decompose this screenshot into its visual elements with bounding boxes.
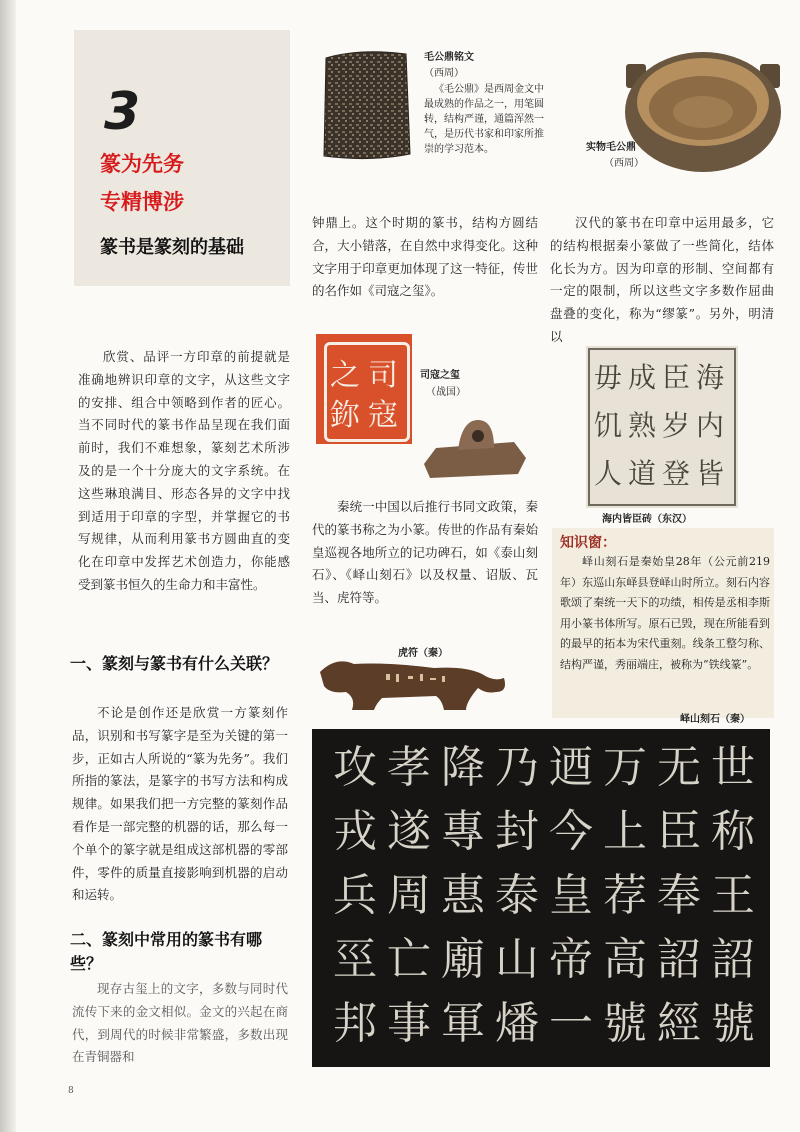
rubbing-char: 王 (711, 870, 755, 921)
rubbing-char: 世 (711, 742, 755, 793)
maogong-inscription-desc: 《毛公鼎》是西周金文中最成熟的作品之一，用笔圆转，结构严谨，通篇浑然一气，是历代书家和印家所推崇的学习范本。 (424, 84, 544, 155)
rubbing-char: 奉 (657, 870, 701, 921)
haineibrick-image (586, 346, 738, 508)
brick-char: 熟 (628, 409, 657, 442)
yishan-caption: 峄山刻石（秦） (680, 714, 750, 725)
rubbing-char: 軍 (441, 998, 485, 1049)
rubbing-char: 周 (387, 870, 431, 921)
rubbing-char: 詔 (657, 934, 701, 985)
rubbing-char: 降 (441, 742, 485, 793)
brick-char: 道 (628, 457, 657, 490)
rubbing-char: 荐 (603, 870, 647, 921)
sikou-period: （战国） (426, 387, 466, 398)
chapter-title-line1: 篆为先务 (100, 152, 184, 176)
sikou-seal-object-image (418, 408, 530, 482)
maogong-inscription-image (320, 46, 414, 164)
tiger-tally-image (316, 652, 510, 714)
maogong-inscription-title: 毛公鼎铭文 (424, 52, 474, 63)
brick-char: 海 (696, 361, 725, 394)
rubbing-char: 號 (603, 998, 647, 1049)
rubbing-char: 臣 (657, 806, 701, 857)
section1-body: 不论是创作还是欣赏一方篆刻作品，识别和书写篆字是至为关键的第一步，正如古人所说的“篆为先务”。我们所指的篆法，是篆字的书写方法和构成规律。如果我们把一方完整的篆刻作品看作是一部完整的机器的话，那么每一个单个的篆字就是组成这部机器的零部件，零件的质量直接影响到机器的启动和运转。 (72, 705, 288, 903)
section2-body: 现存古玺上的文字，多数与同时代流传下来的金文相似。金文的兴起在商代，到周代的时候非常繁盛，多数出现在青铜器和 (72, 981, 288, 1065)
rubbing-char: 戎 (333, 806, 377, 857)
section2-heading: 二、篆刻中常用的篆书有哪些？ (70, 930, 263, 973)
rubbing-char: 詔 (711, 934, 755, 985)
rubbing-char: 帝 (549, 934, 593, 985)
rubbing-char: 廟 (441, 934, 485, 985)
haineibrick-caption: 海内皆臣砖（东汉） (602, 514, 692, 525)
rubbing-char: 今 (549, 806, 593, 857)
rubbing-char: 孝 (387, 742, 431, 793)
rubbing-char: 號 (711, 998, 755, 1049)
mid-paragraph-1: 钟鼎上。这个时期的篆书，结构方圆结合，大小错落，在自然中求得变化。这种文字用于印章更加体现了这一特征，传世的名作如《司寇之玺》。 (312, 215, 538, 299)
rubbing-char: 燔 (495, 998, 539, 1049)
rubbing-char: 遂 (387, 806, 431, 857)
rubbing-char: 高 (603, 934, 647, 985)
mid-paragraph-2: 秦统一中国以后推行书同文政策，秦代的篆书称之为小篆。传世的作品有秦始皇巡视各地所立的记功碑石，如《泰山刻石》、《峄山刻石》以及权量、诏版、瓦当、虎符等。 (312, 499, 538, 606)
seal-char: 之 (330, 358, 360, 393)
brick-char: 内 (696, 409, 725, 442)
right-paragraph-1: 汉代的篆书在印章中运用最多，它的结构根据秦小篆做了一些简化，结体化长为方。因为印章的形制、空间都有一定的限制，所以这些文字多数作屈曲盘叠的变化，称为“缪篆”。另外，明清以 (550, 215, 774, 344)
rubbing-char: 泰 (495, 870, 539, 921)
rubbing-char: 无 (657, 742, 701, 793)
rubbing-char: 惠 (441, 870, 485, 921)
rubbing-char: 称 (711, 806, 755, 857)
maogong-vessel-title: 实物毛公鼎 (586, 142, 636, 153)
chapter-title-line2: 专精博涉 (100, 190, 184, 214)
rubbing-char: 兵 (333, 870, 377, 921)
brick-char: 人 (594, 457, 623, 490)
brick-char: 成 (628, 361, 657, 394)
knowledge-box-title: 知识窗： (560, 535, 616, 551)
chapter-number: 3 (104, 82, 141, 142)
rubbing-char: 巠 (333, 934, 377, 985)
rubbing-char: 邦 (333, 998, 377, 1049)
brick-char: 毋 (594, 361, 623, 394)
yishan-rubbing-image (312, 729, 770, 1067)
rubbing-char: 乃 (495, 742, 539, 793)
knowledge-box-body: 峄山刻石是秦始皇28年（公元前219年）东巡山东峄县登峄山时所立。刻石内容歌颂了秦统一天下的功绩，相传是丞相李斯用小篆书体所写。原石已毁，现在所能看到的最早的拓本为宋代重刻。线条工整匀称、结构严谨，秀丽端庄，被称为“铁线篆”。 (560, 555, 770, 671)
rubbing-char: 封 (495, 806, 539, 857)
maogong-vessel-period: （西周） (604, 158, 644, 169)
seal-char: 寇 (368, 398, 398, 433)
sikou-seal-image (316, 334, 412, 444)
section1-heading: 一、篆刻与篆书有什么关联？ (70, 654, 279, 673)
seal-char: 鉨 (330, 398, 360, 433)
seal-char: 司 (368, 358, 398, 393)
intro-paragraph: 欣赏、品评一方印章的前提就是准确地辨识印章的文字，从这些文字的安排、组合中领略到作者的匠心。当不同时代的篆书作品呈现在我们面前时，我们不难想象，篆刻艺术所涉及的是一个十分庞大的文字系统。在这些琳琅满目、形态各异的文字中找到适用于印章的字型，并掌握它的书写规律，从而利用篆书方圆曲直的变化在印章中发挥艺术创造力，你能感受到篆书恒久的生命力和丰富性。 (78, 349, 290, 592)
rubbing-char: 亡 (387, 934, 431, 985)
sikou-title: 司寇之玺 (420, 370, 460, 381)
brick-char: 登 (662, 457, 691, 490)
rubbing-char: 山 (495, 934, 539, 985)
rubbing-char: 上 (603, 806, 647, 857)
brick-char: 皆 (696, 457, 725, 490)
rubbing-char: 事 (387, 998, 431, 1049)
chapter-subtitle: 篆书是篆刻的基础 (100, 237, 244, 258)
rubbing-char: 一 (549, 998, 593, 1049)
rubbing-char: 万 (603, 742, 647, 793)
page-number: 8 (68, 1086, 74, 1096)
rubbing-char: 迺 (549, 742, 593, 793)
hufu-caption: 虎符（秦） (398, 648, 448, 659)
rubbing-char: 攻 (333, 742, 377, 793)
rubbing-char: 專 (441, 806, 485, 857)
brick-char: 臣 (662, 361, 691, 394)
maogong-inscription-period: （西周） (424, 68, 464, 79)
rubbing-char: 經 (657, 998, 701, 1049)
brick-char: 饥 (594, 409, 623, 442)
brick-char: 岁 (662, 409, 691, 442)
book-spine-shadow (0, 0, 16, 1132)
rubbing-char: 皇 (549, 870, 593, 921)
